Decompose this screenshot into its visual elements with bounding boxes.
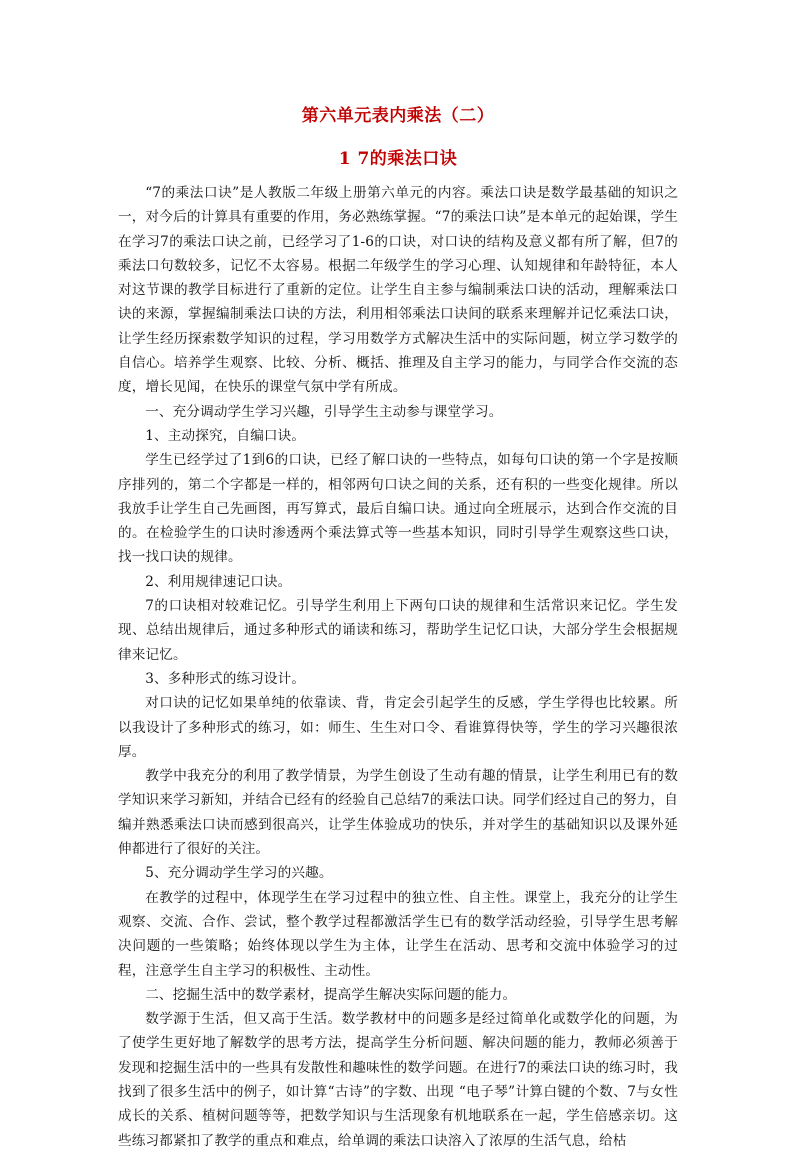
subheading-2: 2、利用规律速记口诀。 [145, 573, 292, 590]
paragraph-6: 数学源于生活，但又高于生活。数学教材中的问题多是经过简单化或数学化的问题，为了使学生更好地了解数学的思考方法，提高学生分析问题、解决问题的能力，教师必须善于发现和挖掘生活中的一些具有发散性和趣味性的数学问题。在进行7的乘法口诀的练习时，我找到了很多生活中的例子，如计算“古诗”的字数、出现 “电子琴”计算白键的个数、7与女性成长的关系、植树问题等等，把数学知识与生活现象有机地联系在一起，学生倍感亲切。这些练习都紧扣了教学的重点和难点，给单调的乘法口诀溶入了浓厚的生活气息，给枯 [118, 1011, 678, 1149]
paragraph-2: 7的口诀相对较难记忆。引导学生利用上下两句口诀的规律和生活常识来记忆。学生发现、总结出规律后，通过多种形式的诵读和练习，帮助学生记忆口诀，大部分学生会根据规律来记忆。 [118, 598, 678, 663]
subheading-5: 5、充分调动学生学习的兴趣。 [145, 865, 333, 882]
paragraph-4: 教学中我充分的利用了教学情景，为学生创设了生动有趣的情景，让学生利用已有的数学知识来学习新知，并结合已经有的经验自己总结7的乘法口诀。同学们经过自己的努力，自编并熟悉乘法口诀而感到很高兴，让学生体验成功的快乐，并对学生的基础知识以及课外延伸都进行了很好的关注。 [118, 768, 678, 858]
paragraph-3: 对口诀的记忆如果单纯的依靠读、背，肯定会引起学生的反感，学生学得也比较累。所以我设计了多种形式的练习，如：师生、生生对口令、看谁算得快等，学生的学习兴趣很浓厚。 [118, 695, 678, 760]
page-title: 第六单元表内乘法（二） [301, 106, 495, 126]
paragraph-intro: “7的乘法口诀”是人教版二年级上册第六单元的内容。乘法口诀是数学最基础的知识之一，对今后的计算具有重要的作用，务必熟练掌握。“7的乘法口诀”是本单元的起始课，学生在学习7的乘法口诀之前，已经学习了1-6的口诀，对口诀的结构及意义都有所了解，但7的乘法口句数较多，记忆不太容易。根据二年级学生的学习心理、认知规律和年龄特征，本人对这节课的教学目标进行了重新的定位。让学生自主参与编制乘法口诀的活动，理解乘法口诀的来源，掌握编制乘法口诀的方法，利用相邻乘法口诀间的联系来理解并记忆乘法口诀，让学生经历探索数学知识的过程，学习用数学方式解决生活中的实际问题，树立学习数学的自信心。培养学生观察、比较、分析、概括、推理及自主学习的能力，与同学合作交流的态度，增长见闻，在快乐的课堂气氛中学有所成。 [118, 185, 678, 396]
paragraph-5: 在教学的过程中，体现学生在学习过程中的独立性、自主性。课堂上，我充分的让学生观察、交流、合作、尝试，整个教学过程都激活学生已有的数学活动经验，引导学生思考解决问题的一些策略；始终体现以学生为主体，让学生在活动、思考和交流中体验学习的过程，注意学生自主学习的积极性、主动性。 [118, 889, 678, 979]
section-title: 1 7的乘法口诀 [338, 149, 458, 169]
subheading-3: 3、多种形式的练习设计。 [145, 670, 306, 687]
document-body [118, 181, 678, 1153]
heading-part-two: 二、挖掘生活中的数学素材，提高学生解决实际问题的能力。 [145, 986, 517, 1003]
subheading-1: 1、主动探究，自编口诀。 [145, 427, 306, 444]
paragraph-1: 学生已经学过了1到6的口诀，已经了解口诀的一些特点，如每句口诀的第一个字是按顺序排列的，第二个字都是一样的，相邻两句口诀之间的关系，还有积的一些变化规律。所以我放手让学生自己先画图，再写算式，最后自编口诀。通过向全班展示，达到合作交流的目的。在检验学生的口诀时渗透两个乘法算式等一些基本知识，同时引导学生观察这些口诀，找一找口诀的规律。 [118, 452, 678, 566]
heading-part-one: 一、充分调动学生学习兴趣，引导学生主动参与课堂学习。 [145, 403, 503, 420]
